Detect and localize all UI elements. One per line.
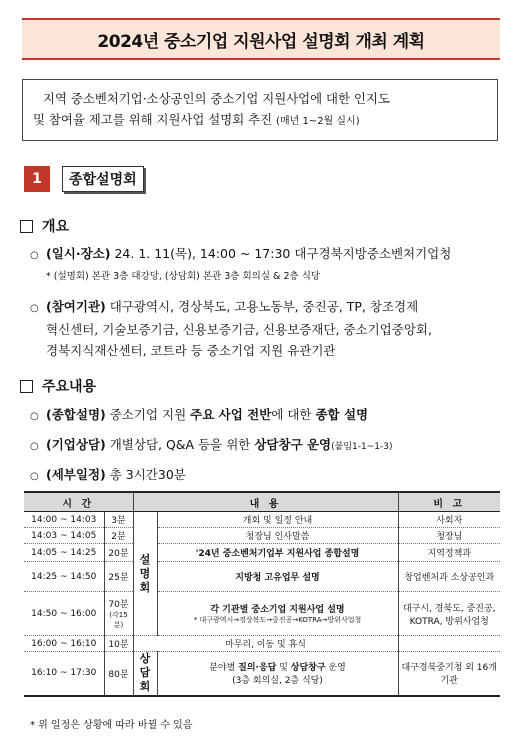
table-row: 14:25 ~ 14:50 25분 지방청 고유업무 설명 창업벤처과 소상공인과 xyxy=(24,562,500,592)
circle-bullet-icon: ○ xyxy=(30,303,39,314)
intro-line-2: 및 참여율 제고를 위해 지원사업 설명회 추진 (매년 1~2월 실시) xyxy=(33,112,360,127)
content-bullet-1: ○ (종합설명) 중소기업 지원 주요 사업 전반에 대한 종합 설명 xyxy=(30,404,368,427)
overview-org-bullet: ○ (참여기관) 대구광역시, 경상북도, 고용노동부, 중진공, TP, 창조경제 혁신센터, 기술보증기금, 신용보증기금, 신용보증재단, 중소기업중앙회, 경북지식재산센터, 코트라 등 중소기업 지원 유관기관 xyxy=(30,299,432,358)
table-row: 14:00 ~ 14:03 3분 설 명 회 개회 및 일정 안내 사회자 xyxy=(24,512,500,528)
group-label-consulting: 상 담 회 xyxy=(133,652,157,696)
table-row: 16:00 ~ 16:10 10분 마무리, 이동 및 휴식 xyxy=(24,636,500,652)
footnote: * 위 일정은 상황에 따라 바뀔 수 있음 xyxy=(30,720,193,731)
section-number: 1 xyxy=(24,166,50,192)
content-bullet-2: ○ (기업상담) 개별상담, Q&A 등을 위한 상담창구 운영(붙임1-1~1-3) xyxy=(30,434,393,458)
intro-box xyxy=(22,79,498,141)
header-time: 시 간 xyxy=(24,492,133,512)
circle-bullet-icon: ○ xyxy=(30,411,39,422)
venue-note: * (설명회) 본관 3층 대강당, (상담회) 본관 3층 회의실 & 2층 식당 xyxy=(46,271,321,282)
circle-bullet-icon: ○ xyxy=(30,471,39,482)
square-bullet-icon xyxy=(20,220,33,233)
section-1-header xyxy=(24,166,144,192)
overview-heading: 개요 xyxy=(20,216,69,236)
circle-bullet-icon: ○ xyxy=(30,441,39,452)
table-row: 14:50 ~ 16:00 70분 (각15분) 각 기관별 중소기업 지원사업 설명 * 대구광역시→경상북도→중진공→KOTRA→방위사업청 대구시, 경북도, 중진공, KOTRA, 방위사업청 xyxy=(24,592,500,636)
intro-note: (매년 1~2월 실시) xyxy=(276,116,360,127)
overview-date-bullet: ○ (일시·장소) 24. 1. 11(목), 14:00 ~ 17:30 대구경북지방중소벤처기업청 xyxy=(30,243,451,266)
schedule-table xyxy=(24,491,500,697)
section-title: 종합설명회 xyxy=(62,166,144,192)
table-header-row xyxy=(24,492,500,512)
intro-line-1: 지역 중소벤처기업·소상공인의 중소기업 지원사업에 대한 인지도 xyxy=(43,91,390,106)
page-title: 2024년 중소기업 지원사업 설명회 개최 계획 xyxy=(22,18,500,60)
content-heading: 주요내용 xyxy=(20,376,96,396)
header-note: 비 고 xyxy=(398,492,500,512)
table-row: 14:05 ~ 14:25 20분 '24년 중소벤처기업부 지원사업 종합설명 지역정책과 xyxy=(24,544,500,562)
content-bullet-3: ○ (세부일정) 총 3시간30분 xyxy=(30,464,186,487)
group-label-briefing: 설 명 회 xyxy=(133,512,157,636)
header-content: 내 용 xyxy=(133,492,398,512)
circle-bullet-icon: ○ xyxy=(30,250,39,261)
square-bullet-icon xyxy=(20,380,33,393)
table-row: 14:03 ~ 14:05 2분 청장님 인사말씀 청장님 xyxy=(24,528,500,544)
table-row: 16:10 ~ 17:30 80분 상 담 회 분야별 질의·응답 및 상담창구 운영 (3층 회의실, 2층 식당) 대구경북중기청 외 16개 기관 xyxy=(24,652,500,696)
